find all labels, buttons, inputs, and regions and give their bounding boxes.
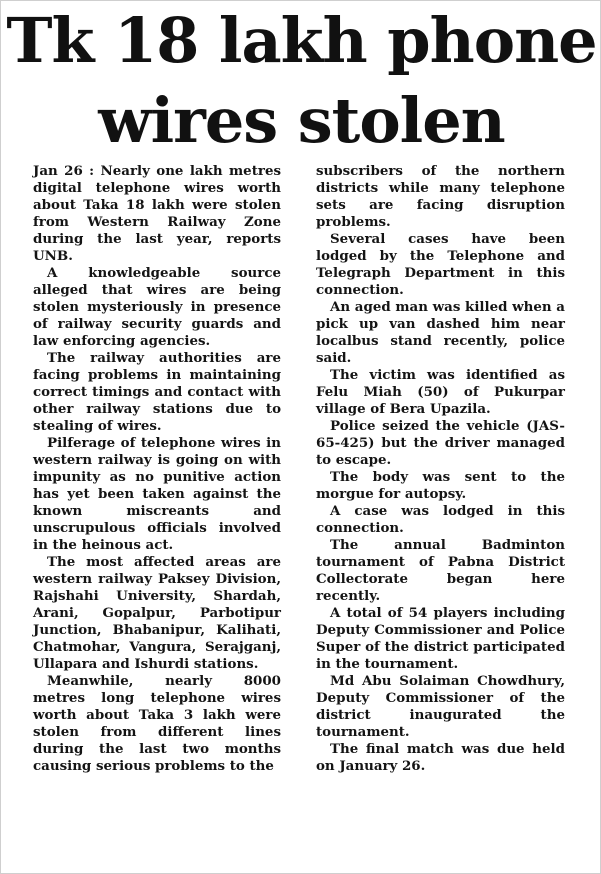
paragraph: The victim was identified as Felu Miah (50) of Pukurpar village of Bera Upazila. <box>316 367 565 417</box>
paragraph: Pilferage of telephone wires in western railway is going on with impunity as no punitive action has yet been taken against the known miscreants and unscrupulous officials involved in the heinous act. <box>33 435 281 553</box>
paragraph: The most affected areas are western railway Paksey Division, Rajshahi University, Shardah, Arani, Gopalpur, Parbotipur Junction, Bhabanipur, Kalihati, Chatmohar, Vangura, Serajganj, Ullapara and Ishurdi stations. <box>33 554 281 672</box>
paragraph: The final match was due held on January 26. <box>316 741 565 774</box>
left-column <box>33 163 281 775</box>
paragraph: Md Abu Solaiman Chowdhury, Deputy Commissioner of the district inaugurated the tournament. <box>316 673 565 740</box>
paragraph: A case was lodged in this connection. <box>316 503 565 536</box>
paragraph: subscribers of the northern districts while many telephone sets are facing disruption problems. <box>316 163 565 230</box>
paragraph: The railway authorities are facing problems in maintaining correct timings and contact with other railway stations due to stealing of wires. <box>33 350 281 434</box>
paragraph: Jan 26 : Nearly one lakh metres digital telephone wires worth about Taka 18 lakh were stolen from Western Railway Zone during the last year, reports UNB. <box>33 163 281 264</box>
paragraph: The body was sent to the morgue for autopsy. <box>316 469 565 502</box>
paragraph: Police seized the vehicle (JAS-65-425) but the driver managed to escape. <box>316 418 565 468</box>
paragraph: A knowledgeable source alleged that wires are being stolen mysteriously in presence of railway security guards and law enforcing agencies. <box>33 265 281 349</box>
headline-line-1: Tk 18 lakh phone <box>6 4 597 77</box>
paragraph: A total of 54 players including Deputy Commissioner and Police Super of the district participated in the tournament. <box>316 605 565 672</box>
paragraph: An aged man was killed when a pick up van dashed him near localbus stand recently, police said. <box>316 299 565 366</box>
right-column <box>316 163 565 775</box>
headline-line-2: wires stolen <box>98 84 505 157</box>
paragraph: Meanwhile, nearly 8000 metres long telephone wires worth about Taka 3 lakh were stolen from different lines during the last two months causing serious problems to the <box>33 673 281 774</box>
paragraph: Several cases have been lodged by the Telephone and Telegraph Department in this connection. <box>316 231 565 298</box>
paragraph: The annual Badminton tournament of Pabna District Collectorate began here recently. <box>316 537 565 604</box>
